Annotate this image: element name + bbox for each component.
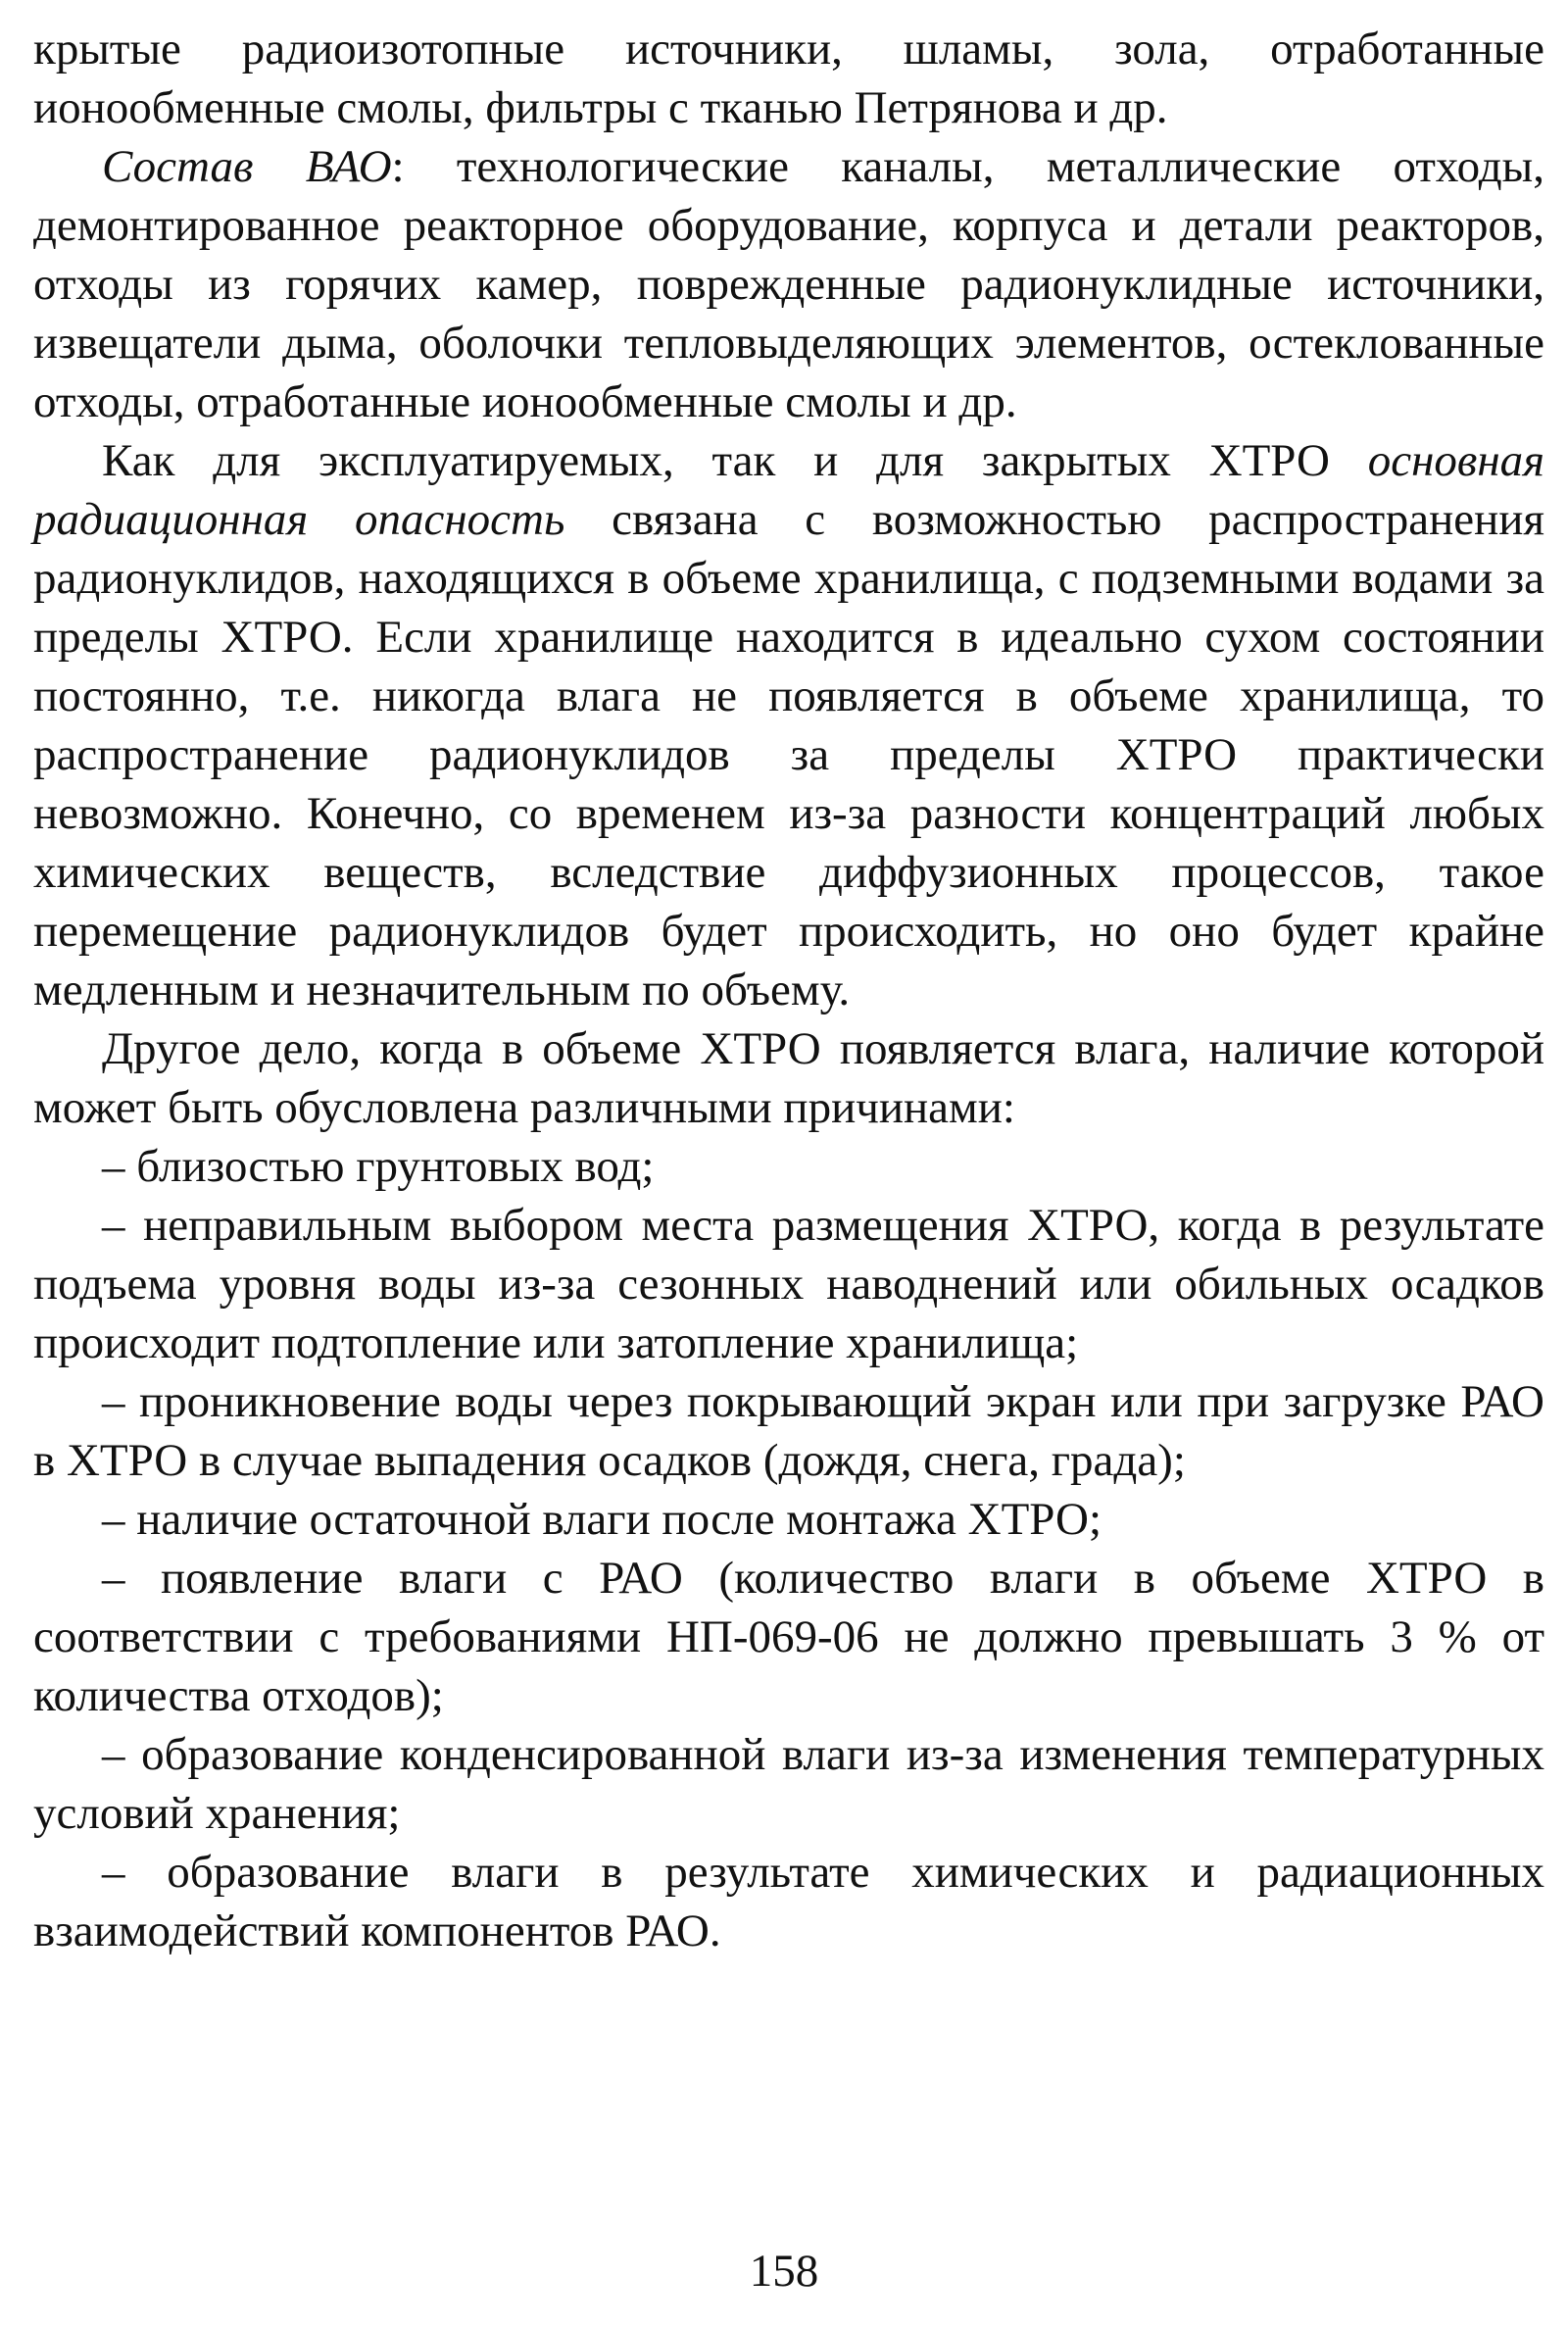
radiation-hazard-emphasis: основная радиационная опасность	[33, 435, 1544, 545]
vao-composition-text: : технологические каналы, металлические отходы, демонтированное реакторное оборудование, корпуса и детали реакторов, отходы из горячих камер, поврежденные радионуклидные источники, извещатели дыма, оболочки тепловыделяющих элементов, остеклованные отходы, отработанные ионообменные смолы и др.	[33, 141, 1544, 427]
radiation-hazard-text-b: связана с возможностью распространения радионуклидов, находящихся в объеме хранилища, с подземными водами за пределы ХТРО. Если хранилище находится в идеально сухом состоянии постоянно, т.е. никогда влага не появляется в объеме хранилища, то распространение радионуклидов за пределы ХТРО практически невозможно. Конечно, со временем из-за разности концентраций любых химических веществ, вследствие диффузионных процессов, такое перемещение радионуклидов будет происходить, но оно будет крайне медленным и незначительным по объему.	[33, 494, 1545, 1015]
paragraph-vao-composition	[33, 137, 1544, 431]
page-number: 158	[749, 2246, 819, 2297]
list-item: – близостью грунтовых вод;	[102, 1141, 655, 1192]
list-item: – неправильным выбором места размещения ХТРО, когда в результате подъема уровня воды из-за сезонных наводнений или обильных осадков происходит подтопление или затопление хранилища;	[33, 1200, 1544, 1368]
paragraph-continuation: крытые радиоизотопные источники, шламы, зола, отработанные ионообменные смолы, фильтры с тканью Петрянова и др.	[33, 24, 1544, 133]
paragraph-radiation-hazard	[33, 431, 1544, 1019]
list-item: – образование влаги в результате химических и радиационных взаимодействий компонентов РАО.	[33, 1847, 1544, 1956]
page-body	[33, 20, 1544, 1960]
list-item: – появление влаги с РАО (количество влаги в объеме ХТРО в соответствии с требованиями НП-069-06 не должно превышать 3 % от количества отходов);	[33, 1553, 1544, 1721]
list-item: – наличие остаточной влаги после монтажа ХТРО;	[102, 1494, 1102, 1545]
vao-composition-lead: Состав ВАО	[102, 141, 392, 192]
radiation-hazard-text-a: Как для эксплуатируемых, так и для закрытых ХТРО	[102, 435, 1368, 486]
paragraph-moisture-causes: Другое дело, когда в объеме ХТРО появляется влага, наличие которой может быть обусловлена различными причинами:	[33, 1023, 1544, 1133]
list-item: – проникновение воды через покрывающий экран или при загрузке РАО в ХТРО в случае выпадения осадков (дождя, снега, града);	[33, 1376, 1544, 1486]
list-item: – образование конденсированной влаги из-за изменения температурных условий хранения;	[33, 1729, 1544, 1839]
